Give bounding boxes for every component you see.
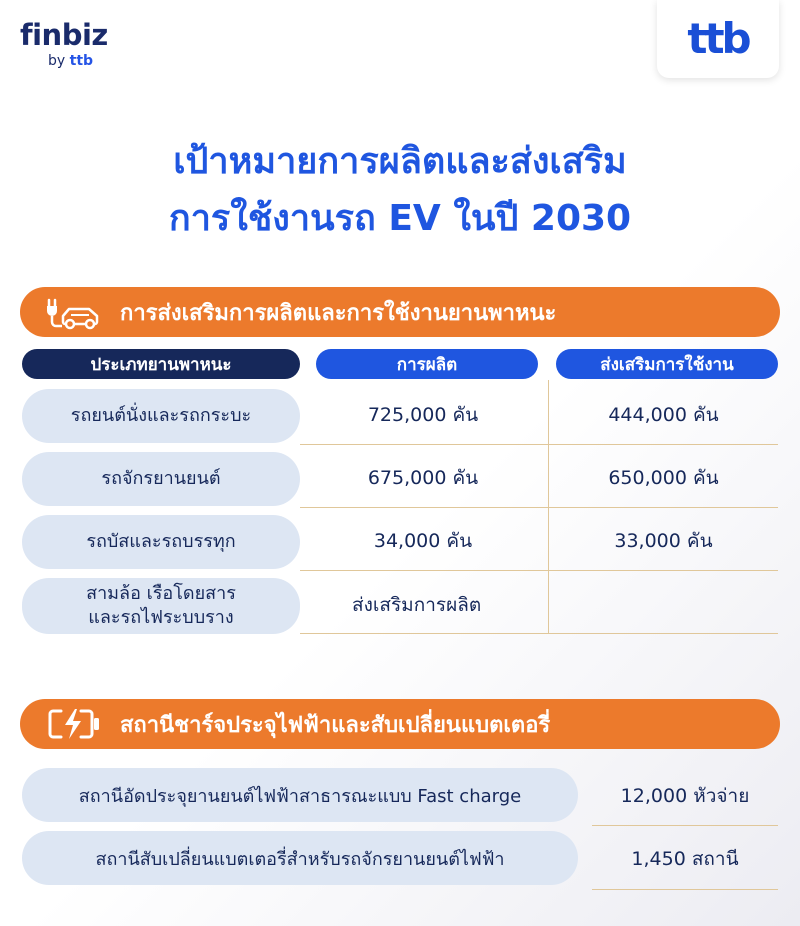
usage-value [549, 577, 778, 633]
vehicle-type-line1: สามล้อ เรือโดยสาร [86, 583, 236, 604]
usage-value: 33,000 คัน [614, 530, 713, 552]
ttb-logo-text: ttb [687, 14, 749, 63]
vehicle-type-tricycles-boats-rail [22, 578, 300, 634]
station-divider [592, 889, 778, 890]
production-value: 675,000 คัน [367, 467, 479, 489]
production-value: 725,000 คัน [367, 404, 479, 426]
station-battery-swap-value: 1,450 สถานี [631, 848, 739, 870]
column-header-production: การผลิต [316, 349, 538, 379]
usage-value: 444,000 คัน [608, 404, 719, 426]
vehicle-type-motorcycles: รถจักรยานยนต์ [22, 452, 300, 506]
station-fast-charge-label: สถานีอัดประจุยานยนต์ไฟฟ้าสาธารณะแบบ Fast charge [22, 768, 578, 822]
page-title-line1: เป้าหมายการผลิตและส่งเสริม [173, 141, 627, 182]
production-value: 34,000 คัน [373, 530, 473, 552]
table-row-divider [300, 507, 778, 508]
page-title-line2: การใช้งานรถ EV ในปี 2030 [168, 198, 632, 239]
finbiz-logo [20, 18, 108, 70]
battery-charging-icon [44, 704, 106, 744]
table-row-divider [300, 633, 778, 634]
ev-car-plug-icon [44, 292, 106, 332]
station-divider [592, 825, 778, 826]
column-header-usage: ส่งเสริมการใช้งาน [556, 349, 778, 379]
vehicle-type-cars-pickups: รถยนต์นั่งและรถกระบะ [22, 389, 300, 443]
section-charging-title: สถานีชาร์จประจุไฟฟ้าและสับเปลี่ยนแบตเตอรี่ [120, 712, 551, 738]
station-fast-charge-value: 12,000 หัวจ่าย [620, 785, 750, 807]
table-row-divider [300, 570, 778, 571]
station-battery-swap-label: สถานีสับเปลี่ยนแบตเตอรี่สำหรับรถจักรยานยนต์ไฟฟ้า [22, 831, 578, 885]
ttb-logo [657, 0, 779, 78]
finbiz-by-ttb [48, 52, 108, 70]
column-header-type: ประเภทยานพาหนะ [22, 349, 300, 379]
production-value: ส่งเสริมการผลิต [352, 594, 482, 616]
vehicle-type-line2: และรถไฟระบบราง [88, 607, 234, 628]
vehicle-type-buses-trucks: รถบัสและรถบรรทุก [22, 515, 300, 569]
section-charging-header [20, 699, 780, 749]
finbiz-by-ttb-mark: ttb [69, 53, 94, 69]
finbiz-by-text: by [48, 53, 66, 69]
section-vehicle-title: การส่งเสริมการผลิตและการใช้งานยานพาหนะ [120, 300, 557, 326]
usage-value: 650,000 คัน [608, 467, 719, 489]
table-row-divider [300, 444, 778, 445]
section-vehicle-header [20, 287, 780, 337]
finbiz-wordmark: finbiz [20, 18, 108, 52]
